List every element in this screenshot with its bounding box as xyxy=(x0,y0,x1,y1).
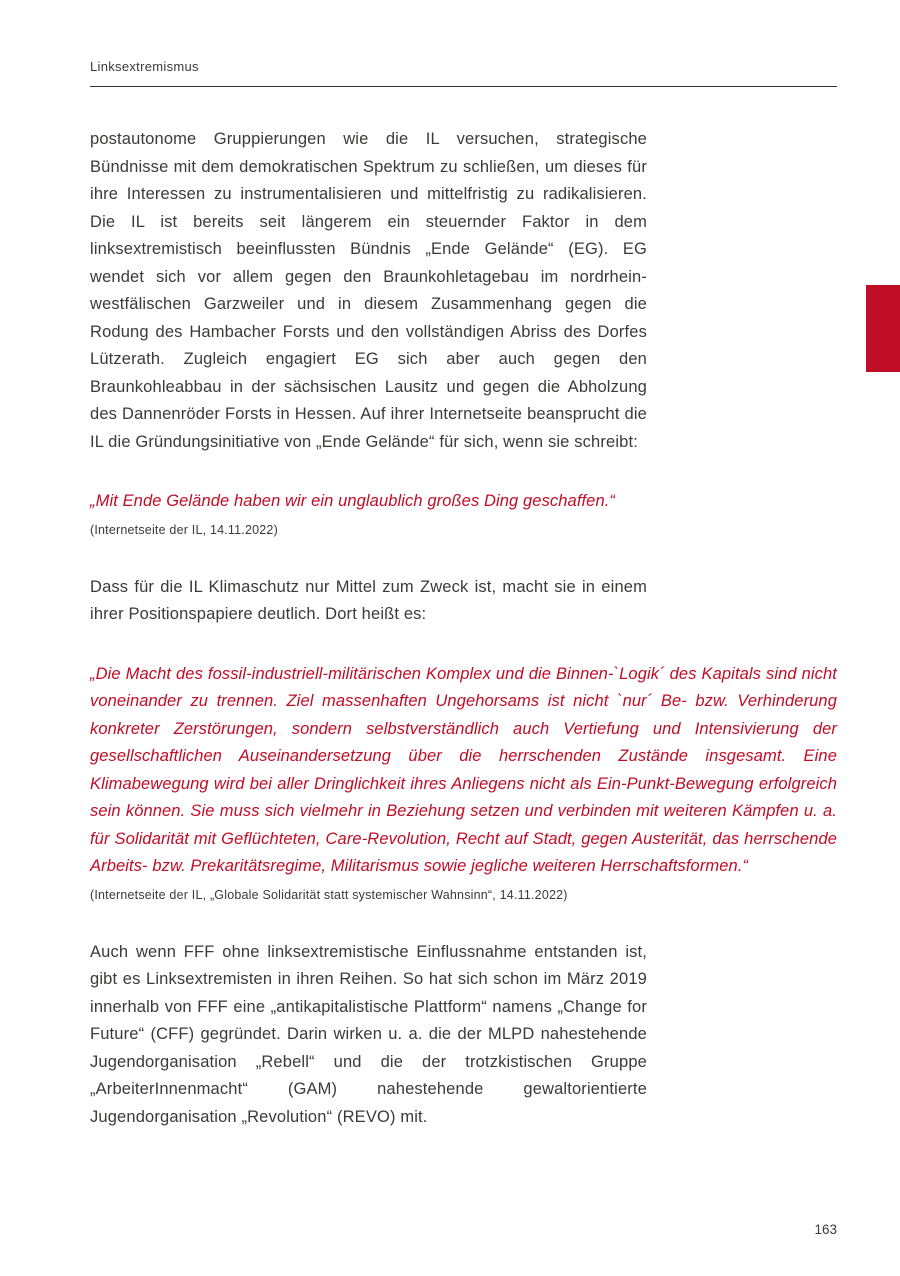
paragraph-2: Dass für die IL Klimaschutz nur Mittel zum Zweck ist, macht sie in einem ihrer Positionspapiere deutlich. Dort heißt es: xyxy=(90,577,647,623)
quote-1: „Mit Ende Gelände haben wir ein unglaublich großes Ding geschaffen.“ xyxy=(90,492,616,510)
quote-2: „Die Macht des fossil-industriell-militärischen Komplex und die Binnen-`Logik´ des Kapitals sind nicht voneinander zu trennen. Ziel massenhaften Ungehorsams ist nicht `nur´ Be- bzw. Verhinderung konkreter Zerstörungen, sondern selbstverständlich auch Vertiefung und Intensivierung der gesellschaftlichen Auseinandersetzung über die herrschenden Zustände insgesamt. Eine Klimabewegung wird bei aller Dringlichkeit ihres Anliegens nicht als Ein-Punkt-Bewegung erfolgreich sein können. Sie muss sich vielmehr in Beziehung setzen und verbinden mit weiteren Kämpfen u. a. für Solidarität mit Geflüchteten, Care-Revolution, Recht auf Stadt, gegen Austerität, das herrschende Arbeits- bzw. Prekaritätsregime, Militarismus sowie jegliche weiteren Herrschaftsformen.“ xyxy=(90,664,837,875)
page-header xyxy=(90,58,837,87)
paragraph-3: Auch wenn FFF ohne linksextremistische Einflussnahme entstanden ist, gibt es Linksextremisten in ihren Reihen. So hat sich schon im März 2019 innerhalb von FFF eine „antikapitalistische Plattform“ namens „Change for Future“ (CFF) gegründet. Darin wirken u. a. die der MLPD nahestehende Jugendorganisation „Rebell“ und die der trotzkistischen Gruppe „ArbeiterInnenmacht“ (GAM) nahestehende gewaltorientierte Jugendorganisation „Revolution“ (REVO) mit. xyxy=(90,942,647,1126)
running-header-title: Linksextremismus xyxy=(90,59,199,74)
citation-2: (Internetseite der IL, „Globale Solidarität statt systemischer Wahnsinn“, 14.11.2022) xyxy=(90,887,568,902)
page-content xyxy=(90,126,837,1163)
page-number: 163 xyxy=(814,1222,837,1237)
paragraph-1: postautonome Gruppierungen wie die IL versuchen, strategische Bündnisse mit dem demokratischen Spektrum zu schließen, um dieses für ihre Interessen zu instrumentalisieren und mittelfristig zu radikalisieren. Die IL ist bereits seit längerem ein steuernder Faktor in dem linksextremistisch beeinflussten Bündnis „Ende Gelände“ (EG). EG wendet sich vor allem gegen den Braunkohletagebau im nordrhein-westfälischen Garzweiler und in diesem Zusammenhang gegen die Rodung des Hambacher Forsts und den vollständigen Abriss des Dorfes Lützerath. Zugleich engagiert EG sich aber auch gegen den Braunkohleabbau in der sächsischen Lausitz und gegen die Abholzung des Dannenröder Forsts in Hessen. Auf ihrer Internetseite beansprucht die IL die Gründungsinitiative von „Ende Gelände“ für sich, wenn sie schreibt: xyxy=(90,130,647,451)
chapter-tab-marker xyxy=(866,285,900,372)
citation-1: (Internetseite der IL, 14.11.2022) xyxy=(90,522,278,537)
